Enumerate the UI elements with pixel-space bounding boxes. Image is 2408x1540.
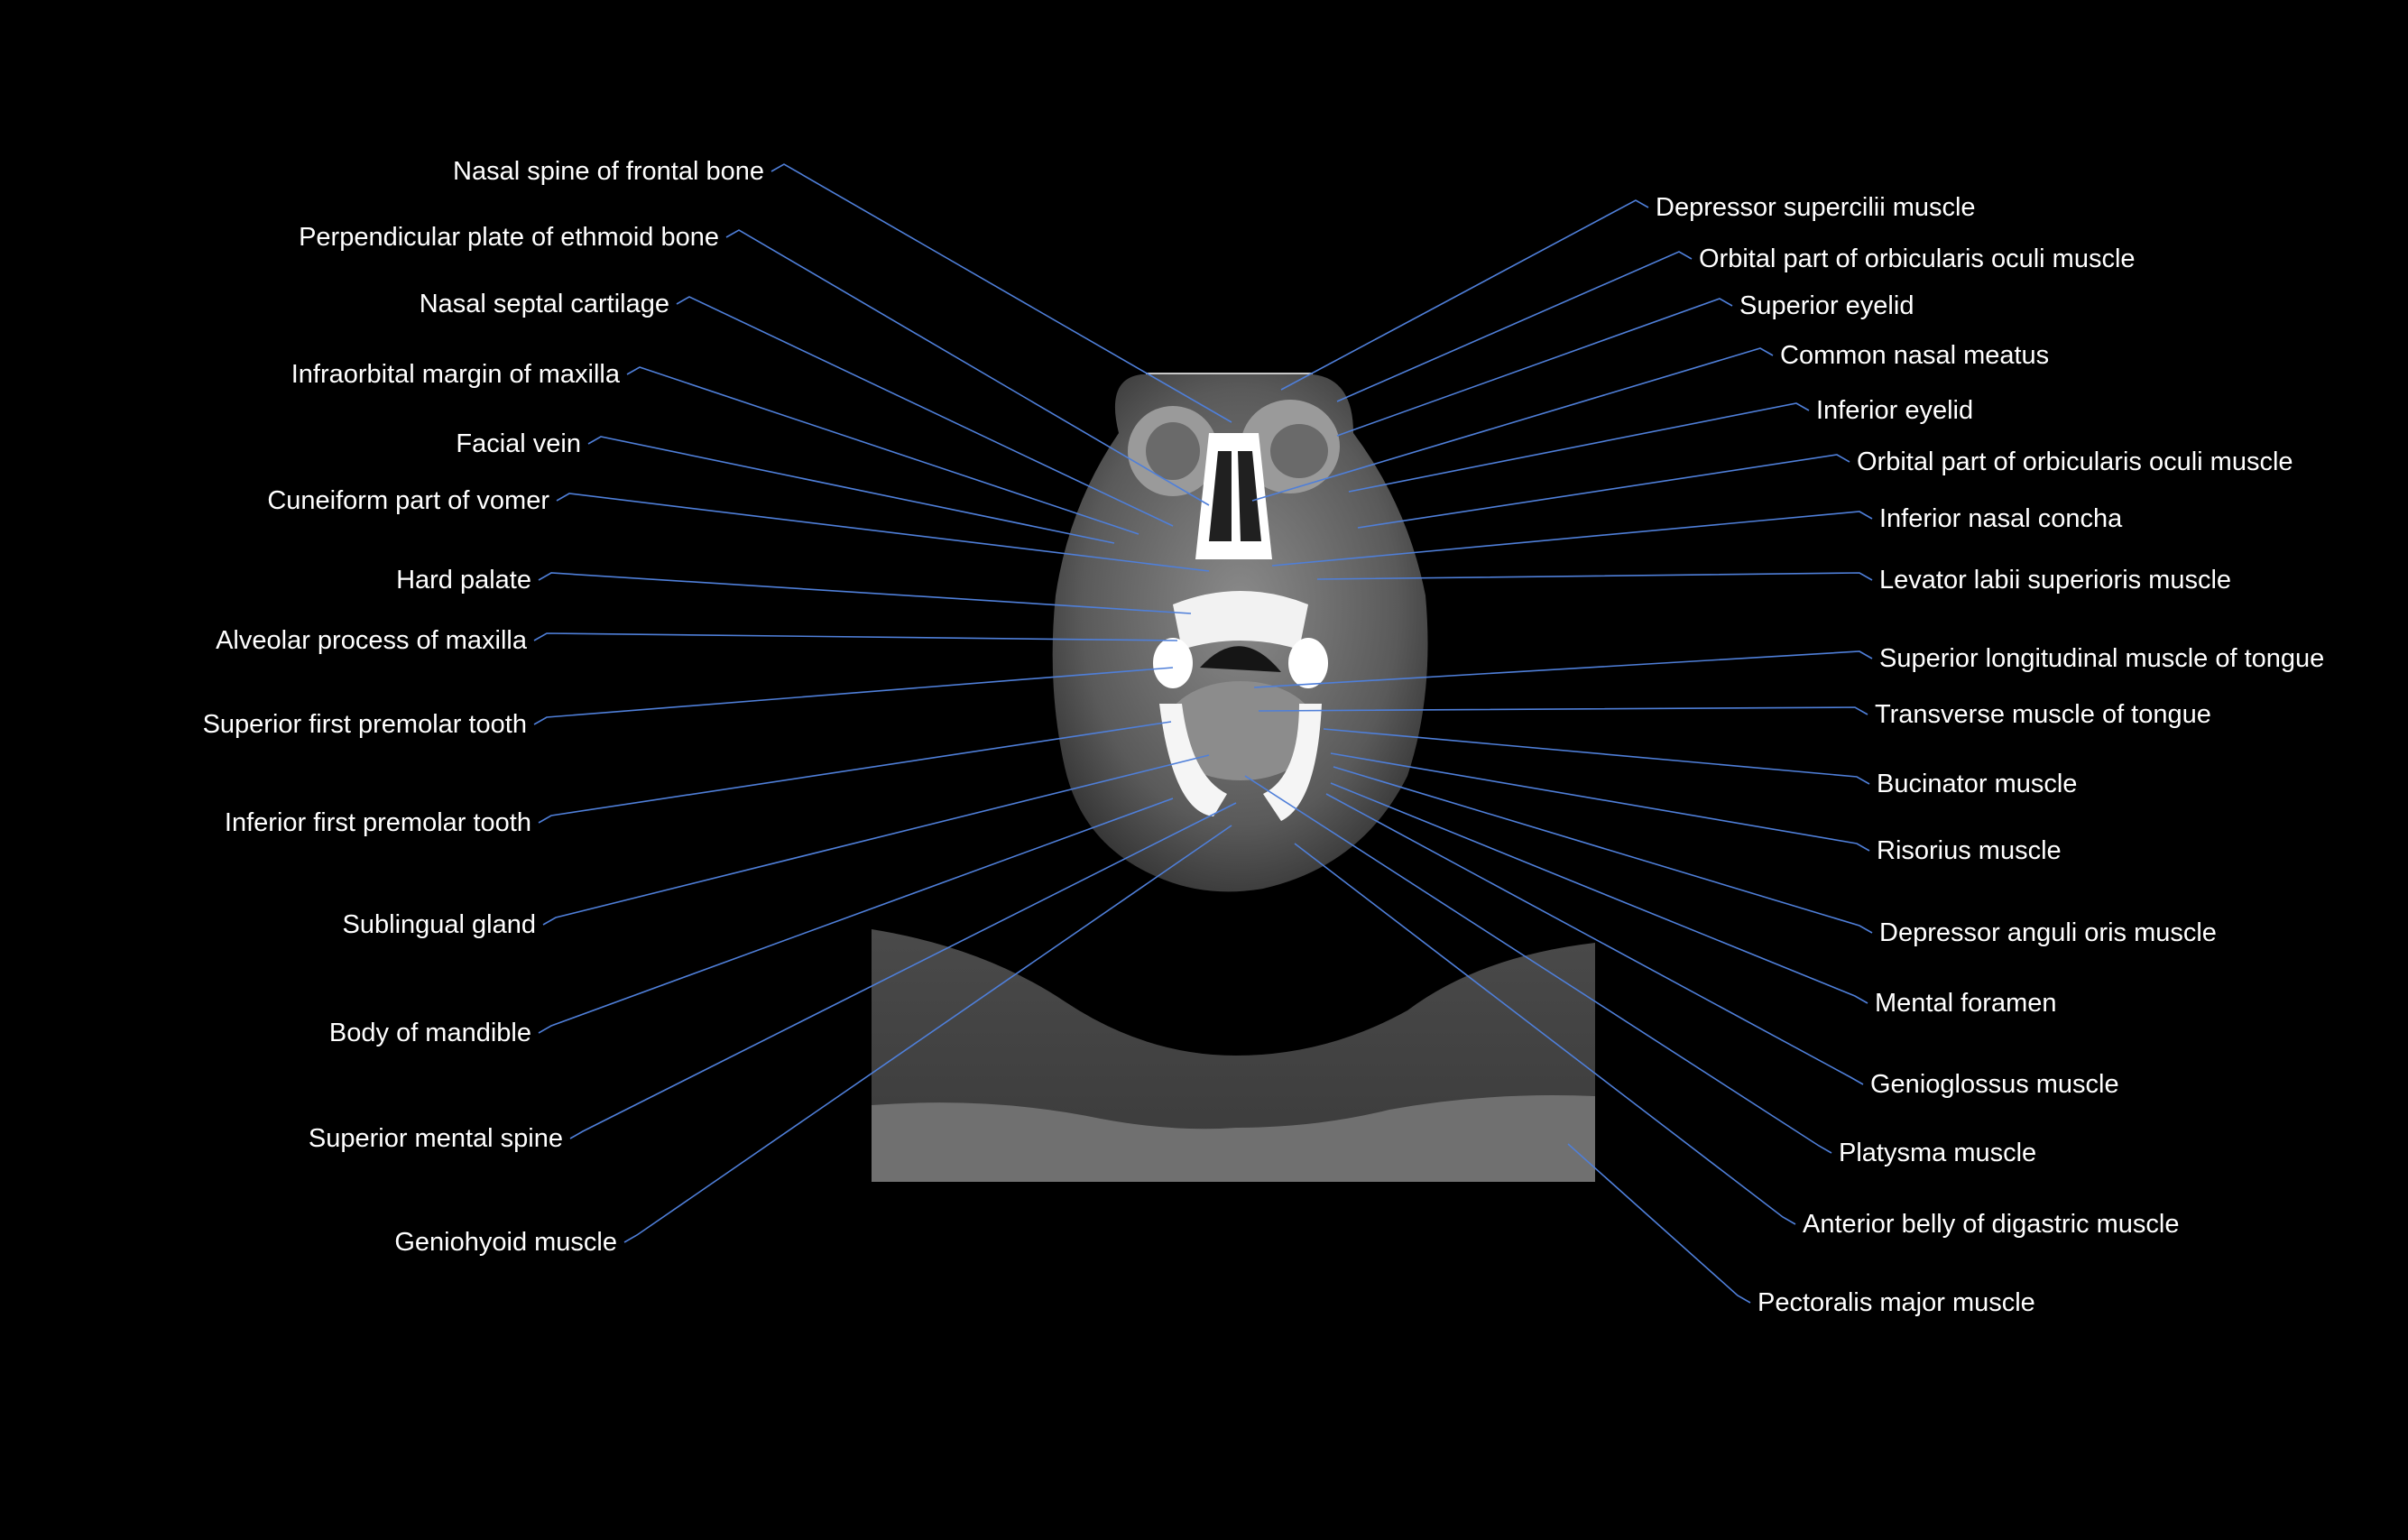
label-superior-eyelid: Superior eyelid xyxy=(1739,291,1914,320)
leader-anterior-belly-of-digastric-muscle xyxy=(1295,844,1795,1224)
label-nasal-spine-of-frontal-bone: Nasal spine of frontal bone xyxy=(453,157,764,186)
leader-mental-foramen xyxy=(1331,783,1868,1003)
leader-orbital-part-of-orbicularis-oculi-muscle xyxy=(1358,455,1850,528)
label-risorius-muscle: Risorius muscle xyxy=(1877,836,2062,865)
label-depressor-supercilii-muscle: Depressor supercilii muscle xyxy=(1656,193,1976,222)
leader-orbital-part-of-orbicularis-oculi-muscle xyxy=(1337,252,1692,401)
leader-sublingual-gland xyxy=(543,755,1209,925)
leader-levator-labii-superioris-muscle xyxy=(1317,573,1872,580)
label-body-of-mandible: Body of mandible xyxy=(328,1019,531,1047)
label-pectoralis-major-muscle: Pectoralis major muscle xyxy=(1758,1288,2035,1317)
label-bucinator-muscle: Bucinator muscle xyxy=(1877,770,2078,798)
leader-inferior-first-premolar-tooth xyxy=(539,722,1171,823)
label-perpendicular-plate-of-ethmoid-bone: Perpendicular plate of ethmoid bone xyxy=(299,223,719,252)
label-hard-palate: Hard palate xyxy=(396,566,531,595)
label-orbital-part-of-orbicularis-oculi-muscle: Orbital part of orbicularis oculi muscle xyxy=(1699,244,2136,273)
label-mental-foramen: Mental foramen xyxy=(1875,989,2057,1018)
label-superior-longitudinal-muscle-of-tongue: Superior longitudinal muscle of tongue xyxy=(1879,644,2325,673)
label-geniohyoid-muscle: Geniohyoid muscle xyxy=(394,1228,617,1257)
leader-inferior-eyelid xyxy=(1349,403,1809,492)
leader-superior-eyelid xyxy=(1337,299,1732,436)
label-platysma-muscle: Platysma muscle xyxy=(1839,1139,2037,1167)
label-infraorbital-margin-of-maxilla: Infraorbital margin of maxilla xyxy=(291,360,620,389)
leader-body-of-mandible xyxy=(539,798,1173,1033)
label-sublingual-gland: Sublingual gland xyxy=(342,910,536,939)
leader-depressor-supercilii-muscle xyxy=(1281,200,1648,390)
leader-inferior-nasal-concha xyxy=(1272,512,1872,566)
label-facial-vein: Facial vein xyxy=(456,429,581,458)
label-orbital-part-of-orbicularis-oculi-muscle: Orbital part of orbicularis oculi muscle xyxy=(1857,447,2293,476)
label-levator-labii-superioris-muscle: Levator labii superioris muscle xyxy=(1879,566,2232,595)
leader-pectoralis-major-muscle xyxy=(1568,1144,1750,1303)
label-cuneiform-part-of-vomer: Cuneiform part of vomer xyxy=(267,486,549,515)
label-superior-first-premolar-tooth: Superior first premolar tooth xyxy=(202,710,527,739)
leader-infraorbital-margin-of-maxilla xyxy=(627,367,1139,534)
label-depressor-anguli-oris-muscle: Depressor anguli oris muscle xyxy=(1879,918,2217,947)
leader-genioglossus-muscle xyxy=(1326,794,1863,1084)
leader-nasal-septal-cartilage xyxy=(677,297,1173,526)
label-inferior-nasal-concha: Inferior nasal concha xyxy=(1879,504,2123,533)
label-anterior-belly-of-digastric-muscle: Anterior belly of digastric muscle xyxy=(1803,1210,2180,1239)
label-nasal-septal-cartilage: Nasal septal cartilage xyxy=(419,290,669,318)
label-inferior-first-premolar-tooth: Inferior first premolar tooth xyxy=(224,808,531,837)
label-genioglossus-muscle: Genioglossus muscle xyxy=(1870,1070,2119,1099)
leader-platysma-muscle xyxy=(1245,776,1831,1153)
label-transverse-muscle-of-tongue: Transverse muscle of tongue xyxy=(1875,700,2211,729)
label-inferior-eyelid: Inferior eyelid xyxy=(1816,396,1974,425)
leader-superior-longitudinal-muscle-of-tongue xyxy=(1254,651,1872,687)
leader-risorius-muscle xyxy=(1331,753,1869,851)
leader-hard-palate xyxy=(539,573,1191,613)
leader-superior-mental-spine xyxy=(570,803,1236,1139)
label-superior-mental-spine: Superior mental spine xyxy=(308,1124,563,1153)
leader-cuneiform-part-of-vomer xyxy=(557,493,1209,571)
label-alveolar-process-of-maxilla: Alveolar process of maxilla xyxy=(216,626,527,655)
leader-bucinator-muscle xyxy=(1324,729,1869,784)
leader-superior-first-premolar-tooth xyxy=(534,668,1173,724)
leader-alveolar-process-of-maxilla xyxy=(534,633,1177,641)
label-common-nasal-meatus: Common nasal meatus xyxy=(1780,341,2050,370)
leader-transverse-muscle-of-tongue xyxy=(1259,707,1868,715)
leader-depressor-anguli-oris-muscle xyxy=(1333,767,1872,933)
leader-common-nasal-meatus xyxy=(1252,348,1773,501)
